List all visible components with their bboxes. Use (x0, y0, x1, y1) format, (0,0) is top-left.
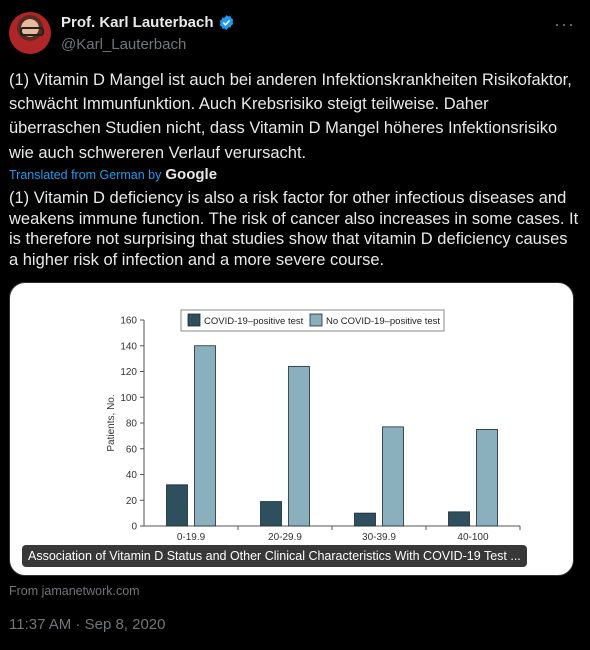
bar-chart (10, 283, 574, 576)
y-tick-label: 100 (120, 392, 137, 404)
legend-label: No COVID-19–positive test (326, 316, 441, 327)
y-tick-label: 140 (120, 341, 137, 353)
legend-swatch (310, 314, 322, 326)
legend-label: COVID-19–positive test (204, 316, 304, 327)
y-tick-label: 80 (125, 418, 137, 430)
translation-attribution[interactable] (9, 166, 217, 183)
bar-negative (195, 346, 216, 526)
x-tick-label: 0-19.9 (176, 532, 206, 543)
y-axis-label: Patients, No. (106, 394, 117, 452)
avatar[interactable] (9, 12, 51, 54)
tweet-text: (1) Vitamin D Mangel ist auch bei anderen Infektionskrankheiten Risikofaktor, schwächt Immunfunktion. Auch Krebsrisiko steigt teilweise. Daher überraschen Studien nicht, dass Vitamin D Mangel höheres Infektionsrisiko wie auch schwereren Verlauf verursacht. (9, 71, 577, 162)
google-logo: Google (165, 166, 218, 183)
bar-positive (355, 513, 376, 526)
bar-positive (167, 485, 188, 526)
name-row (61, 14, 235, 31)
bar-negative (383, 427, 404, 526)
handle[interactable]: @Karl_Lauterbach (61, 36, 187, 53)
y-tick-label: 160 (120, 315, 137, 327)
y-tick-label: 40 (125, 470, 137, 481)
y-tick-label: 20 (125, 495, 137, 507)
y-tick-label: 120 (120, 367, 137, 378)
translated-text: (1) Vitamin D deficiency is also a risk factor for other infectious diseases and weakens immune function. The risk of cancer also increases in some cases. It is therefore not surprising that studies show that vitamin D deficiency causes a higher risk of infection and a more severe course. (9, 189, 579, 269)
display-name[interactable]: Prof. Karl Lauterbach (61, 14, 214, 31)
x-tick-label: 20-29.9 (268, 532, 302, 543)
translated-label[interactable]: Translated from German by (9, 167, 162, 182)
x-tick-label: 30-39.9 (362, 532, 396, 543)
y-tick-label: 0 (131, 521, 137, 533)
verified-badge-icon (218, 14, 235, 31)
link-card[interactable] (9, 282, 574, 576)
bar-negative (477, 429, 498, 526)
bar-negative (289, 366, 310, 526)
more-icon[interactable]: ··· (554, 14, 575, 34)
timestamp[interactable]: 11:37 AM · Sep 8, 2020 (9, 616, 166, 633)
bar-positive (261, 502, 282, 526)
legend-swatch (188, 314, 200, 326)
bar-positive (449, 512, 470, 526)
card-source[interactable]: From jamanetwork.com (9, 584, 140, 598)
card-caption: Association of Vitamin D Status and Other Clinical Characteristics With COVID-19 Test ... (22, 545, 527, 567)
y-tick-label: 60 (125, 444, 137, 456)
x-tick-label: 40-100 (457, 532, 489, 543)
tweet-header (9, 12, 581, 56)
